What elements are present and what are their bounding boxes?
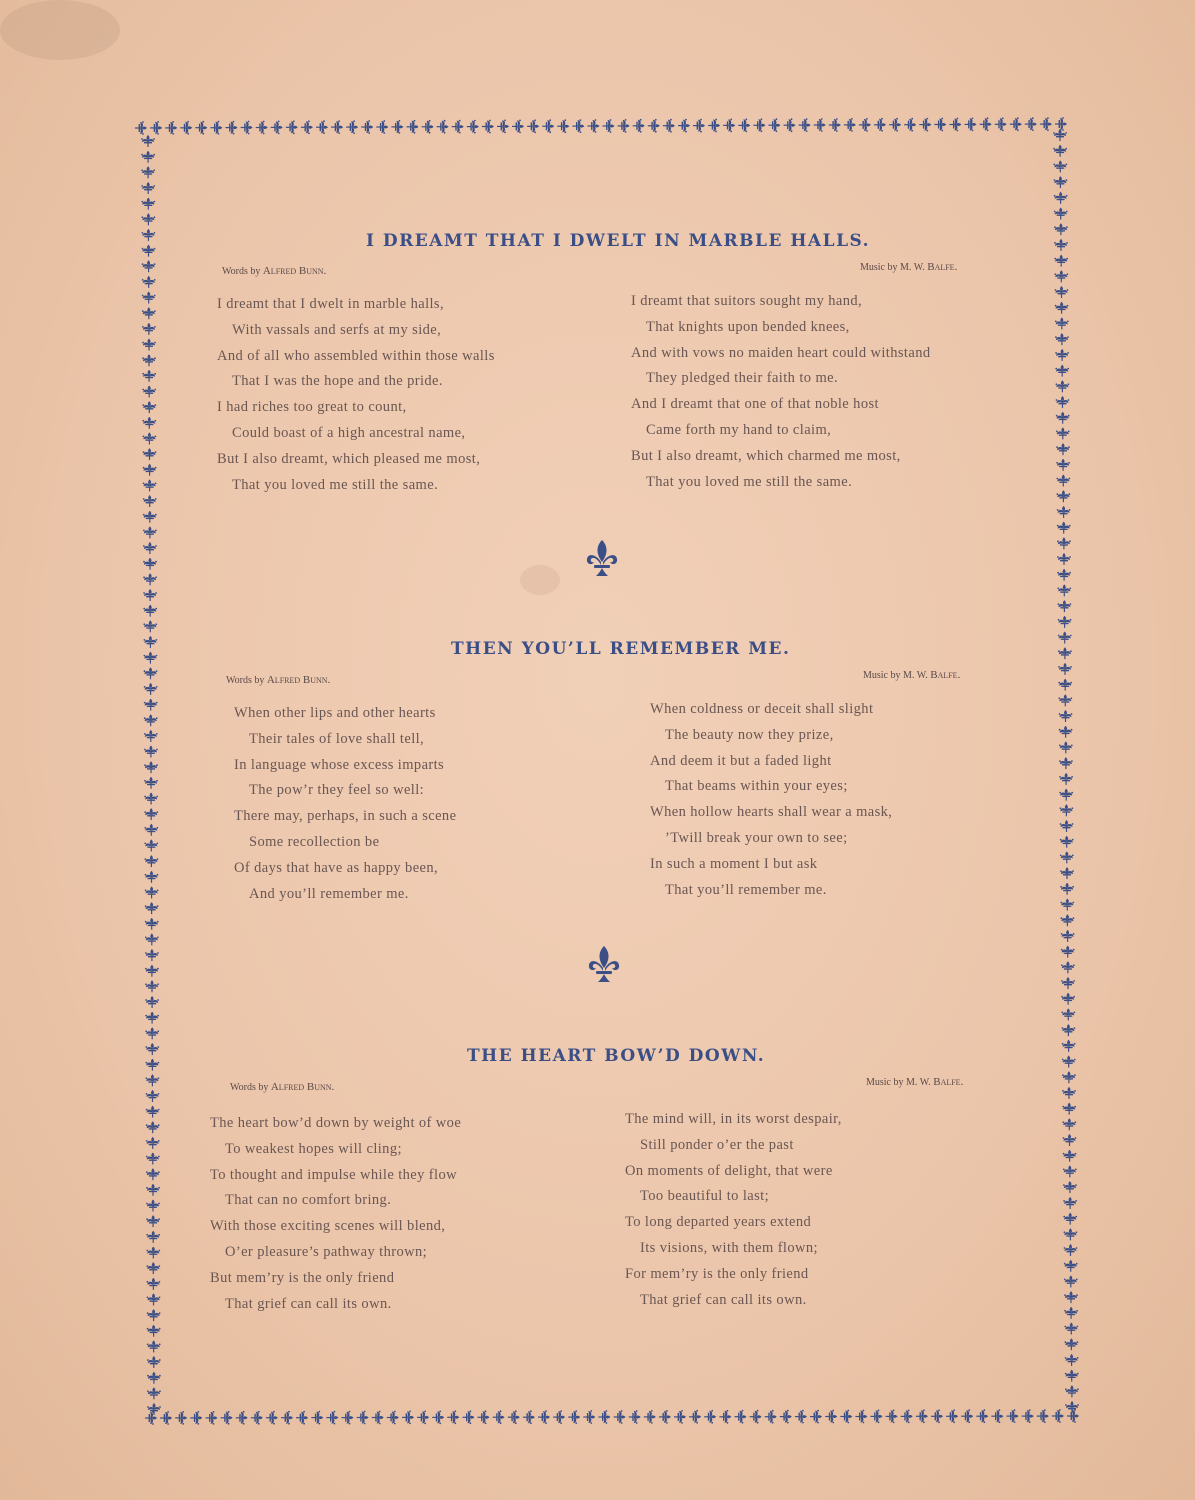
lyricist-name: Alfred Bunn.: [270, 1081, 335, 1093]
lyric-line: But I also dreamt, which pleased me most,: [217, 450, 481, 467]
verse-left: [210, 1111, 461, 1317]
credit-prefix: Music by M. W.: [863, 670, 928, 681]
lyric-line: And with vows no maiden heart could withstand: [631, 344, 931, 361]
lyric-line: And you’ll remember me.: [249, 885, 409, 902]
verse-left: [234, 701, 456, 907]
verse-right: [650, 697, 892, 903]
lyric-line: That you loved me still the same.: [646, 473, 853, 490]
composer-name: Balfe.: [933, 1076, 964, 1088]
fleur-de-lis-icon: [584, 538, 620, 580]
song-title: I DREAMT THAT I DWELT IN MARBLE HALLS.: [366, 231, 871, 251]
lyric-line: There may, perhaps, in such a scene: [234, 808, 457, 825]
music-credit: [866, 1076, 963, 1088]
lyric-line: When coldness or deceit shall slight: [650, 701, 874, 717]
song-title: THE HEART BOW’D DOWN.: [467, 1046, 766, 1066]
music-credit: [860, 261, 957, 273]
lyric-line: And deem it but a faded light: [650, 752, 832, 769]
music-credit: [863, 669, 960, 681]
words-credit: [222, 265, 326, 277]
lyric-line: With those exciting scenes will blend,: [210, 1218, 446, 1235]
lyric-line: That I was the hope and the pride.: [232, 373, 443, 390]
lyric-line: They pledged their faith to me.: [646, 370, 838, 387]
credit-prefix: Words by: [222, 266, 261, 277]
credit-prefix: Music by M. W.: [866, 1077, 931, 1088]
lyric-line: But I also dreamt, which charmed me most,: [631, 447, 901, 464]
lyric-line: The mind will, in its worst despair,: [625, 1111, 842, 1127]
lyric-line: The beauty now they prize,: [665, 726, 834, 743]
verse-right: [631, 289, 931, 495]
lyric-line: Its visions, with them flown;: [640, 1239, 818, 1256]
lyric-line: Their tales of love shall tell,: [249, 730, 425, 747]
lyric-line: Could boast of a high ancestral name,: [232, 424, 466, 441]
lyric-line: That grief can call its own.: [640, 1291, 807, 1308]
lyric-line: The pow’r they feel so well:: [249, 782, 425, 799]
lyric-line: O’er pleasure’s pathway thrown;: [225, 1243, 428, 1260]
lyric-line: ’Twill break your own to see;: [665, 829, 848, 846]
lyric-line: That knights upon bended knees,: [646, 318, 850, 335]
lyric-line: And of all who assembled within those walls: [217, 347, 495, 364]
fleur-de-lis-icon: [586, 944, 622, 986]
lyric-line: To long departed years extend: [625, 1214, 812, 1231]
lyricist-name: Alfred Bunn.: [262, 265, 327, 277]
credit-prefix: Music by M. W.: [860, 262, 925, 273]
credit-prefix: Words by: [226, 675, 265, 686]
lyric-line: That beams within your eyes;: [665, 778, 848, 795]
lyric-line: I dreamt that I dwelt in marble halls,: [217, 296, 444, 312]
lyric-line: And I dreamt that one of that noble host: [631, 396, 879, 413]
lyric-line: Still ponder o’er the past: [640, 1136, 794, 1153]
lyric-line: That you’ll remember me.: [665, 881, 827, 898]
lyric-line: Of days that have as happy been,: [234, 859, 439, 876]
words-credit: [226, 674, 330, 686]
lyric-line: Came forth my hand to claim,: [646, 421, 832, 438]
words-credit: [230, 1081, 334, 1093]
lyric-line: With vassals and serfs at my side,: [232, 321, 442, 338]
lyric-line: To thought and impulse while they flow: [210, 1166, 457, 1183]
lyric-line: In language whose excess imparts: [234, 756, 445, 773]
verse-left: [217, 292, 495, 498]
lyric-line: I dreamt that suitors sought my hand,: [631, 293, 863, 309]
border-top: [135, 117, 1067, 135]
lyric-line: That grief can call its own.: [225, 1295, 392, 1312]
border-right: [1053, 129, 1079, 1413]
lyric-line: In such a moment I but ask: [650, 855, 818, 872]
lyric-line: The heart bow’d down by weight of woe: [210, 1115, 462, 1131]
song-title: THEN YOU’LL REMEMBER ME.: [451, 639, 791, 659]
lyric-line: But mem’ry is the only friend: [210, 1269, 395, 1286]
lyric-line: When other lips and other hearts: [234, 705, 436, 721]
verse-right: [625, 1107, 842, 1313]
composer-name: Balfe.: [927, 261, 958, 273]
lyric-line: That can no comfort bring.: [225, 1192, 392, 1209]
lyric-line: For mem’ry is the only friend: [625, 1265, 809, 1282]
lyric-line: To weakest hopes will cling;: [225, 1140, 402, 1157]
lyric-line: On moments of delight, that were: [625, 1162, 833, 1179]
lyric-line: That you loved me still the same.: [232, 476, 439, 493]
lyricist-name: Alfred Bunn.: [266, 674, 331, 686]
lyric-line: Too beautiful to last;: [640, 1188, 769, 1205]
border-left: [141, 135, 161, 1415]
lyric-line: When hollow hearts shall wear a mask,: [650, 804, 893, 821]
credit-prefix: Words by: [230, 1082, 269, 1093]
border-bottom: [145, 1409, 1079, 1425]
composer-name: Balfe.: [930, 669, 961, 681]
lyric-line: Some recollection be: [249, 833, 380, 850]
lyric-line: I had riches too great to count,: [217, 399, 407, 416]
